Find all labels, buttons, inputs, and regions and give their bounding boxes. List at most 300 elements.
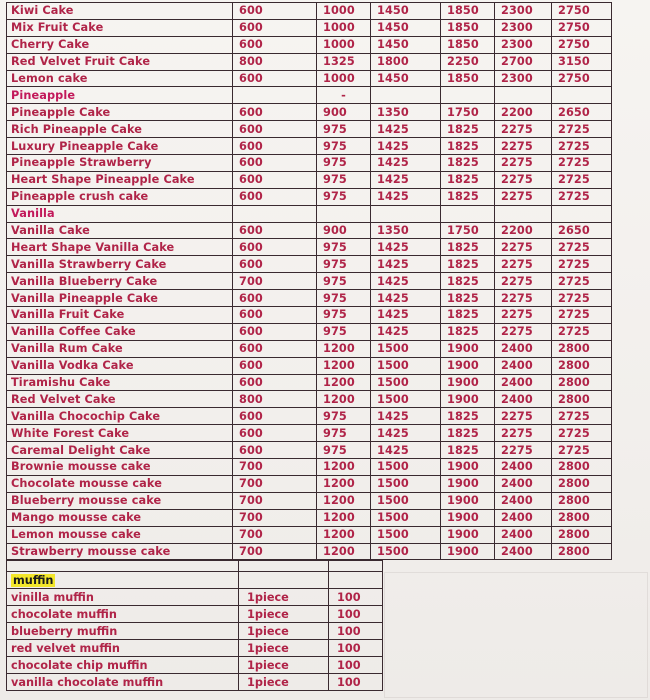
price-cell: 1425 <box>371 307 441 324</box>
section-heading: Pineapple <box>7 87 233 104</box>
price-cell: 600 <box>233 425 317 442</box>
price-cell: 1500 <box>371 492 441 509</box>
muffin-name: chocolate chip muffin <box>7 657 239 674</box>
cake-row <box>7 492 612 509</box>
cake-name: Tiramishu Cake <box>7 374 233 391</box>
price-cell: 1825 <box>441 273 495 290</box>
price-cell: 2400 <box>495 391 552 408</box>
price-cell: 1000 <box>317 70 371 87</box>
cake-row <box>7 3 612 20</box>
price-cell <box>495 87 552 104</box>
cake-row <box>7 475 612 492</box>
faint-background-box <box>384 572 648 698</box>
price-cell: 600 <box>233 171 317 188</box>
muffin-row <box>7 606 383 623</box>
price-cell: 1900 <box>441 459 495 476</box>
cake-name: Brownie mousse cake <box>7 459 233 476</box>
price-cell: 1200 <box>317 340 371 357</box>
price-cell <box>552 205 612 222</box>
cake-row <box>7 36 612 53</box>
price-cell: 2400 <box>495 357 552 374</box>
cake-row <box>7 357 612 374</box>
cake-row <box>7 273 612 290</box>
price-cell: 600 <box>233 442 317 459</box>
price-cell: 600 <box>233 374 317 391</box>
price-cell <box>371 205 441 222</box>
price-cell: 2275 <box>495 188 552 205</box>
muffin-heading-cell <box>7 572 239 589</box>
price-cell: 2275 <box>495 408 552 425</box>
muffin-price: 100 <box>329 623 383 640</box>
cake-name: Mix Fruit Cake <box>7 19 233 36</box>
price-cell: 1750 <box>441 222 495 239</box>
price-cell: 975 <box>317 256 371 273</box>
price-cell: 1200 <box>317 357 371 374</box>
price-cell: 2275 <box>495 323 552 340</box>
price-cell: 600 <box>233 357 317 374</box>
price-cell: 1425 <box>371 155 441 172</box>
muffin-heading-empty-cell <box>239 572 329 589</box>
price-cell: 600 <box>233 290 317 307</box>
price-cell: 700 <box>233 526 317 543</box>
price-cell: 1900 <box>441 340 495 357</box>
cake-name: Vanilla Strawberry Cake <box>7 256 233 273</box>
cake-name: Blueberry mousse cake <box>7 492 233 509</box>
price-cell: 1425 <box>371 408 441 425</box>
price-cell: 600 <box>233 36 317 53</box>
price-cell: 2725 <box>552 425 612 442</box>
price-cell: 600 <box>233 70 317 87</box>
price-cell: 2750 <box>552 36 612 53</box>
price-cell: 1825 <box>441 155 495 172</box>
price-cell <box>317 205 371 222</box>
cake-name: Cherry Cake <box>7 36 233 53</box>
price-cell: 2275 <box>495 307 552 324</box>
price-cell: 1850 <box>441 19 495 36</box>
price-cell: 1500 <box>371 374 441 391</box>
cake-row <box>7 391 612 408</box>
price-cell: 1850 <box>441 36 495 53</box>
price-cell: 1425 <box>371 273 441 290</box>
price-cell: 600 <box>233 340 317 357</box>
price-cell: 1200 <box>317 374 371 391</box>
price-cell: 1825 <box>441 408 495 425</box>
price-cell: 1900 <box>441 374 495 391</box>
cake-row <box>7 340 612 357</box>
price-cell: 2300 <box>495 3 552 20</box>
price-cell: 1850 <box>441 70 495 87</box>
price-cell: 1425 <box>371 188 441 205</box>
price-cell: 1000 <box>317 36 371 53</box>
muffin-row <box>7 623 383 640</box>
muffin-quantity: 1piece <box>239 674 329 691</box>
price-cell: 2800 <box>552 543 612 560</box>
price-cell: 975 <box>317 290 371 307</box>
price-cell: 2650 <box>552 104 612 121</box>
price-cell: 600 <box>233 104 317 121</box>
muffin-quantity: 1piece <box>239 606 329 623</box>
cake-row <box>7 459 612 476</box>
price-cell: 2400 <box>495 492 552 509</box>
price-cell: 2800 <box>552 509 612 526</box>
price-cell: 1350 <box>371 222 441 239</box>
price-cell: - <box>317 87 371 104</box>
muffin-name: red velvet muffin <box>7 640 239 657</box>
price-cell: 2700 <box>495 53 552 70</box>
muffin-row <box>7 657 383 674</box>
price-cell: 600 <box>233 155 317 172</box>
price-cell: 975 <box>317 121 371 138</box>
price-cell: 1000 <box>317 3 371 20</box>
price-cell: 2275 <box>495 138 552 155</box>
cake-name: Vanilla Fruit Cake <box>7 307 233 324</box>
price-cell: 600 <box>233 239 317 256</box>
price-cell <box>233 87 317 104</box>
price-cell: 1200 <box>317 543 371 560</box>
price-cell: 1425 <box>371 425 441 442</box>
price-cell: 1900 <box>441 509 495 526</box>
price-cell: 2275 <box>495 425 552 442</box>
price-cell: 1200 <box>317 459 371 476</box>
price-cell: 1825 <box>441 239 495 256</box>
price-cell: 975 <box>317 188 371 205</box>
price-cell: 2725 <box>552 408 612 425</box>
muffin-name: vinilla muffin <box>7 589 239 606</box>
muffin-price: 100 <box>329 606 383 623</box>
price-cell: 975 <box>317 171 371 188</box>
cake-name: Pineapple Cake <box>7 104 233 121</box>
price-cell: 1425 <box>371 138 441 155</box>
price-cell: 1200 <box>317 509 371 526</box>
price-cell: 1825 <box>441 307 495 324</box>
price-cell: 2800 <box>552 340 612 357</box>
price-cell: 600 <box>233 138 317 155</box>
muffin-name: blueberry muffin <box>7 623 239 640</box>
price-cell: 900 <box>317 222 371 239</box>
cake-row <box>7 138 612 155</box>
cake-name: Lemon cake <box>7 70 233 87</box>
section-heading: Vanilla <box>7 205 233 222</box>
muffin-price: 100 <box>329 674 383 691</box>
price-cell: 1800 <box>371 53 441 70</box>
cake-row <box>7 307 612 324</box>
price-cell: 975 <box>317 307 371 324</box>
price-cell: 975 <box>317 408 371 425</box>
price-cell: 2275 <box>495 290 552 307</box>
price-cell: 1900 <box>441 492 495 509</box>
cake-row <box>7 188 612 205</box>
cake-name: Heart Shape Pineapple Cake <box>7 171 233 188</box>
price-cell <box>233 205 317 222</box>
muffin-quantity: 1piece <box>239 623 329 640</box>
muffin-spacer-row <box>7 561 383 572</box>
cake-price-table-body <box>7 3 612 560</box>
price-cell: 1825 <box>441 425 495 442</box>
cake-name: Vanilla Rum Cake <box>7 340 233 357</box>
price-cell: 2300 <box>495 19 552 36</box>
price-cell: 1425 <box>371 323 441 340</box>
price-cell: 2800 <box>552 391 612 408</box>
spacer-cell <box>239 561 329 572</box>
price-cell: 2275 <box>495 171 552 188</box>
section-row <box>7 205 612 222</box>
price-cell: 2750 <box>552 70 612 87</box>
cake-row <box>7 171 612 188</box>
cake-name: Vanilla Pineapple Cake <box>7 290 233 307</box>
price-cell: 2800 <box>552 357 612 374</box>
price-cell <box>371 87 441 104</box>
cake-row <box>7 222 612 239</box>
cake-name: Caremal Delight Cake <box>7 442 233 459</box>
price-cell: 1825 <box>441 171 495 188</box>
price-cell: 700 <box>233 475 317 492</box>
price-cell: 975 <box>317 273 371 290</box>
price-cell <box>441 205 495 222</box>
muffin-heading-empty-cell <box>329 572 383 589</box>
cake-name: Pineapple crush cake <box>7 188 233 205</box>
muffin-price-table-body <box>7 561 383 691</box>
price-cell: 800 <box>233 53 317 70</box>
price-cell: 600 <box>233 408 317 425</box>
price-cell: 1200 <box>317 391 371 408</box>
price-cell: 1825 <box>441 121 495 138</box>
price-cell: 975 <box>317 155 371 172</box>
price-cell: 1425 <box>371 239 441 256</box>
cake-row <box>7 442 612 459</box>
cake-name: Vanilla Blueberry Cake <box>7 273 233 290</box>
price-cell: 700 <box>233 509 317 526</box>
muffin-price-table <box>6 560 383 691</box>
cake-name: Rich Pineapple Cake <box>7 121 233 138</box>
price-cell: 1500 <box>371 391 441 408</box>
price-cell: 1500 <box>371 357 441 374</box>
price-cell: 600 <box>233 307 317 324</box>
price-cell: 2800 <box>552 475 612 492</box>
price-cell: 2725 <box>552 121 612 138</box>
price-cell: 2275 <box>495 121 552 138</box>
price-cell: 1825 <box>441 256 495 273</box>
cake-row <box>7 323 612 340</box>
cake-row <box>7 121 612 138</box>
cake-name: Kiwi Cake <box>7 3 233 20</box>
cake-row <box>7 239 612 256</box>
cake-name: Strawberry mousse cake <box>7 543 233 560</box>
muffin-row <box>7 674 383 691</box>
price-cell: 1425 <box>371 121 441 138</box>
price-cell: 800 <box>233 391 317 408</box>
price-cell: 2725 <box>552 171 612 188</box>
price-cell: 2250 <box>441 53 495 70</box>
price-cell: 700 <box>233 492 317 509</box>
cake-row <box>7 104 612 121</box>
muffin-price: 100 <box>329 657 383 674</box>
price-cell: 1500 <box>371 509 441 526</box>
muffin-row <box>7 589 383 606</box>
cake-name: Heart Shape Vanilla Cake <box>7 239 233 256</box>
price-cell: 1325 <box>317 53 371 70</box>
cake-name: Vanilla Vodka Cake <box>7 357 233 374</box>
cake-row <box>7 155 612 172</box>
cake-name: Vanilla Coffee Cake <box>7 323 233 340</box>
price-cell: 975 <box>317 138 371 155</box>
cake-name: Lemon mousse cake <box>7 526 233 543</box>
price-cell: 2725 <box>552 138 612 155</box>
price-cell: 1900 <box>441 391 495 408</box>
muffin-heading: muffin <box>13 573 54 587</box>
cake-row <box>7 53 612 70</box>
cake-row <box>7 543 612 560</box>
price-cell: 1500 <box>371 459 441 476</box>
price-cell: 2800 <box>552 492 612 509</box>
cake-price-table <box>6 2 612 560</box>
price-cell: 2400 <box>495 340 552 357</box>
muffin-price: 100 <box>329 589 383 606</box>
cake-row <box>7 374 612 391</box>
price-cell: 1425 <box>371 256 441 273</box>
price-cell: 2800 <box>552 526 612 543</box>
price-cell: 900 <box>317 104 371 121</box>
price-cell: 600 <box>233 323 317 340</box>
price-cell <box>552 87 612 104</box>
price-cell: 975 <box>317 323 371 340</box>
cake-row <box>7 509 612 526</box>
price-cell: 2725 <box>552 273 612 290</box>
price-cell: 2725 <box>552 323 612 340</box>
cake-row <box>7 408 612 425</box>
price-cell: 600 <box>233 3 317 20</box>
muffin-name: vanilla chocolate muffin <box>7 674 239 691</box>
spacer-cell <box>7 561 239 572</box>
price-cell: 1900 <box>441 526 495 543</box>
cake-row <box>7 256 612 273</box>
price-cell: 1500 <box>371 340 441 357</box>
cake-name: Mango mousse cake <box>7 509 233 526</box>
price-cell: 1200 <box>317 526 371 543</box>
cake-name: Red Velvet Fruit Cake <box>7 53 233 70</box>
price-cell: 2275 <box>495 442 552 459</box>
price-cell: 2650 <box>552 222 612 239</box>
price-cell: 2400 <box>495 526 552 543</box>
price-cell: 2200 <box>495 104 552 121</box>
price-cell <box>441 87 495 104</box>
cake-name: Vanilla Cake <box>7 222 233 239</box>
price-cell: 1750 <box>441 104 495 121</box>
price-cell: 1850 <box>441 3 495 20</box>
price-cell: 1500 <box>371 475 441 492</box>
price-cell: 2800 <box>552 374 612 391</box>
price-cell: 2400 <box>495 459 552 476</box>
muffin-row <box>7 640 383 657</box>
price-cell: 2275 <box>495 239 552 256</box>
price-cell: 1500 <box>371 526 441 543</box>
price-cell: 1825 <box>441 188 495 205</box>
cake-name: Chocolate mousse cake <box>7 475 233 492</box>
cake-row <box>7 290 612 307</box>
price-cell: 2725 <box>552 307 612 324</box>
price-cell: 2275 <box>495 155 552 172</box>
price-cell: 1900 <box>441 543 495 560</box>
price-cell: 2400 <box>495 475 552 492</box>
price-cell: 1200 <box>317 492 371 509</box>
price-cell: 1425 <box>371 171 441 188</box>
price-cell: 700 <box>233 459 317 476</box>
price-cell: 1450 <box>371 70 441 87</box>
price-cell: 2725 <box>552 188 612 205</box>
cake-name: Red Velvet Cake <box>7 391 233 408</box>
price-cell: 1900 <box>441 357 495 374</box>
price-cell: 1200 <box>317 475 371 492</box>
price-cell: 1825 <box>441 290 495 307</box>
price-cell: 2750 <box>552 3 612 20</box>
price-cell: 1500 <box>371 543 441 560</box>
price-cell: 2400 <box>495 509 552 526</box>
price-cell: 3150 <box>552 53 612 70</box>
price-cell: 700 <box>233 273 317 290</box>
price-cell: 2725 <box>552 442 612 459</box>
price-cell: 2725 <box>552 290 612 307</box>
price-cell: 2200 <box>495 222 552 239</box>
price-cell: 2300 <box>495 70 552 87</box>
price-cell: 600 <box>233 222 317 239</box>
cake-row <box>7 526 612 543</box>
muffin-quantity: 1piece <box>239 640 329 657</box>
price-cell: 2725 <box>552 155 612 172</box>
price-cell: 1825 <box>441 323 495 340</box>
price-cell: 1350 <box>371 104 441 121</box>
price-cell: 2400 <box>495 374 552 391</box>
cake-name: Vanilla Chocochip Cake <box>7 408 233 425</box>
price-cell: 700 <box>233 543 317 560</box>
price-cell: 2750 <box>552 19 612 36</box>
price-cell: 600 <box>233 256 317 273</box>
cake-name: Luxury Pineapple Cake <box>7 138 233 155</box>
muffin-quantity: 1piece <box>239 589 329 606</box>
price-cell: 600 <box>233 188 317 205</box>
price-cell: 1425 <box>371 290 441 307</box>
cake-name: White Forest Cake <box>7 425 233 442</box>
price-cell: 1825 <box>441 442 495 459</box>
price-cell: 2400 <box>495 543 552 560</box>
spacer-cell <box>329 561 383 572</box>
price-cell: 1000 <box>317 19 371 36</box>
price-cell: 600 <box>233 121 317 138</box>
price-cell: 1450 <box>371 36 441 53</box>
price-cell: 2800 <box>552 459 612 476</box>
price-cell: 1900 <box>441 475 495 492</box>
price-cell: 1425 <box>371 442 441 459</box>
price-cell: 2725 <box>552 239 612 256</box>
price-cell: 2725 <box>552 256 612 273</box>
price-cell: 1450 <box>371 19 441 36</box>
muffin-name: chocolate muffin <box>7 606 239 623</box>
muffin-price: 100 <box>329 640 383 657</box>
muffin-heading-row <box>7 572 383 589</box>
price-cell: 2300 <box>495 36 552 53</box>
price-cell: 1450 <box>371 3 441 20</box>
price-cell: 1825 <box>441 138 495 155</box>
price-cell: 975 <box>317 442 371 459</box>
price-cell: 975 <box>317 425 371 442</box>
price-cell: 975 <box>317 239 371 256</box>
cake-name: Pineapple Strawberry <box>7 155 233 172</box>
muffin-quantity: 1piece <box>239 657 329 674</box>
price-cell <box>495 205 552 222</box>
cake-row <box>7 425 612 442</box>
price-cell: 2275 <box>495 256 552 273</box>
section-row <box>7 87 612 104</box>
price-cell: 600 <box>233 19 317 36</box>
price-cell: 2275 <box>495 273 552 290</box>
